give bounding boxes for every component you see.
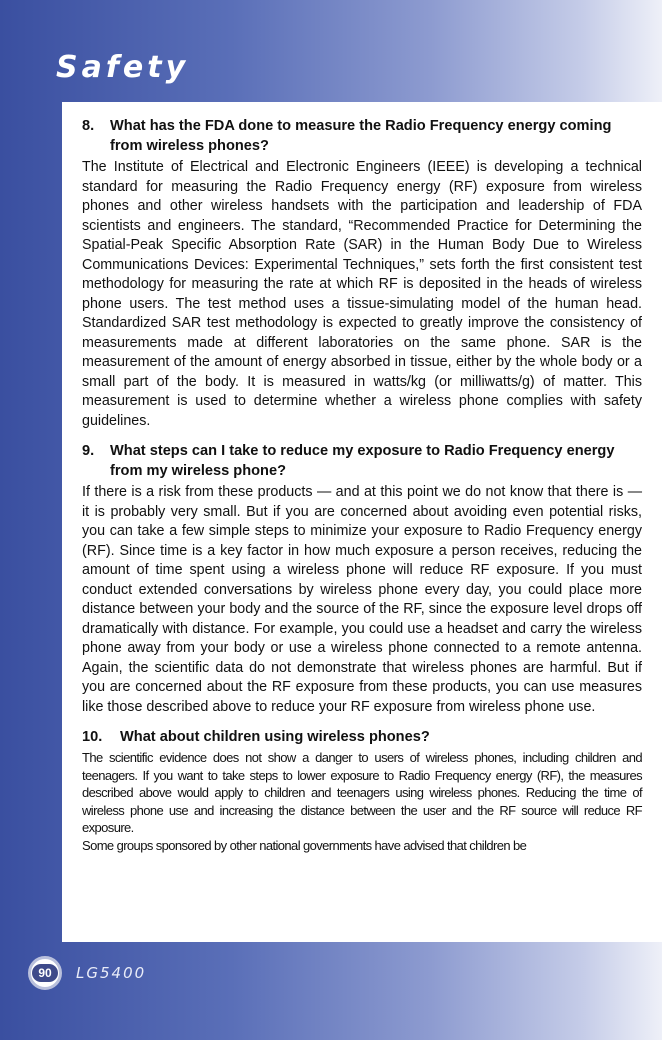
answer-paragraph: Some groups sponsored by other national governments have advised that children be <box>82 837 527 853</box>
page-footer <box>28 956 146 990</box>
page-number-badge <box>28 956 62 990</box>
question-text: What steps can I take to reduce my exposure to Radio Frequency energy from my wireless phone? <box>110 443 615 479</box>
answer-paragraph: The scientific evidence does not show a danger to users of wireless phones, including children and teenagers. If you want to take steps to lower exposure to Radio Frequency energy (RF), the measures described above would apply to children and teenagers using wireless phones. Reducing the time of wireless phone use and increasing the distance between the user and the RF source will reduce RF exposure. <box>82 750 642 836</box>
question-heading <box>82 441 642 481</box>
model-name: LG5400 <box>76 964 147 982</box>
content-panel <box>62 102 662 942</box>
answer-paragraph: If there is a risk from these products — and at this point we do not know that there is — it is probably very small. But if you are concerned about avoiding even potential risks, you can take a few simple steps to minimize your exposure to Radio Frequency energy (RF). Since time is a key factor in how much exposure a person receives, reducing the amount of time spent using a wireless phone will reduce RF exposure. If you must conduct extended conversations by wireless phone every day, you could place more distance between your body and the source of the RF, since the exposure level drops off dramatically with distance. For example, you could use a headset and carry the wireless phone away from your body or use a wireless phone connected to a remote antenna. Again, the scientific data do not demonstrate that wireless phones are harmful. But if you are concerned about the RF exposure from these products, you can use measures like those described above to reduce your RF exposure from wireless phone use. <box>82 484 642 715</box>
question-number: 10. <box>82 729 103 745</box>
question-heading <box>82 116 642 156</box>
question-number: 8. <box>82 118 95 134</box>
question-heading <box>82 727 642 747</box>
question-number: 9. <box>82 443 95 459</box>
page-number: 90 <box>32 964 58 982</box>
question-text: What has the FDA done to measure the Radio Frequency energy coming from wireless phones? <box>110 118 612 154</box>
question-text: What about children using wireless phones? <box>120 729 430 745</box>
section-title: Safety <box>56 50 190 85</box>
answer-paragraph: The Institute of Electrical and Electronic Engineers (IEEE) is developing a technical standard for measuring the Radio Frequency energy (RF) exposure from wireless phones and other wireless handsets with the participation and leadership of FDA scientists and engineers. The standard, “Recommended Practice for Determining the Spatial-Peak Specific Absorption Rate (SAR) in the Human Body Due to Wireless Communications Devices: Experimental Techniques,” sets forth the first consistent test methodology for measuring the rate at which RF is deposited in the heads of wireless phone users. The test method uses a tissue-simulating model of the human head. Standardized SAR test methodology is expected to greatly improve the consistency of measurements made at different laboratories on the same phone. SAR is the measurement of the amount of energy absorbed in tissue, either by the whole body or a small part of the body. It is measured in watts/kg (or milliwatts/g) of matter. This measurement is used to determine whether a wireless phone complies with safety guidelines. <box>82 159 642 429</box>
document-body <box>82 116 642 855</box>
